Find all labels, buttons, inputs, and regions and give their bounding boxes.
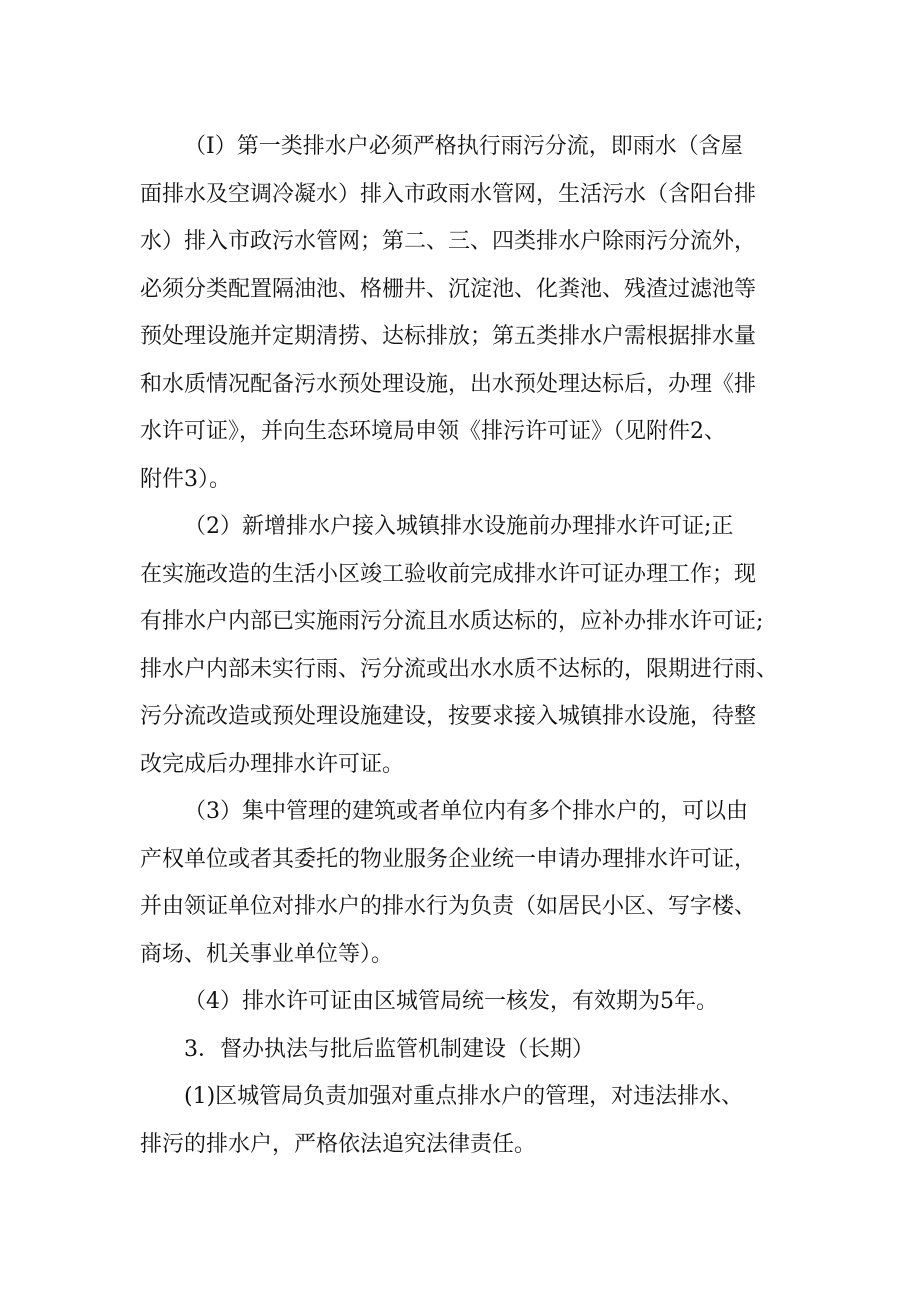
text-line: （I）第一类排水户必须严格执行雨污分流，即雨水（含屋 (184, 134, 743, 159)
paragraph-category-requirements (140, 123, 790, 503)
text-line: 产权单位或者其委托的物业服务企业统一申请办理排水许可证， (140, 846, 757, 872)
paragraph-key-households-management (140, 1073, 790, 1168)
text-line: 商场、机关事业单位等）。 (140, 941, 394, 967)
text-line: (1)区城管局负责加强对重点排水户的管理，对违法排水、 (184, 1084, 744, 1109)
paragraph-permit-validity (140, 978, 790, 1026)
paragraph-new-households-permit (140, 503, 790, 788)
text-line: 在实施改造的生活小区竣工验收前完成排水许可证办理工作；现 (140, 561, 757, 587)
section-heading-enforcement (140, 1026, 790, 1074)
text-line: 改完成后办理排水许可证。 (140, 751, 405, 777)
text-line: 排水户内部未实行雨、污分流或出水水质不达标的，限期进行雨、 (140, 656, 779, 682)
text-line: 排污的排水户，严格依法追究法律责任。 (140, 1131, 537, 1157)
text-line: 有排水户内部已实施雨污分流且水质达标的，应补办排水许可证; (140, 609, 764, 634)
document-body (140, 123, 790, 1168)
text-line: 必须分类配置隔油池、格栅井、沉淀池、化粪池、残渣过滤池等 (140, 276, 757, 302)
text-line: 预处理设施并定期清捞、达标排放；第五类排水户需根据排水量 (140, 324, 757, 349)
text-line: （4）排水许可证由区城管局统一核发，有效期为5年。 (184, 989, 718, 1014)
text-line: 水许可证》，并向生态环境局申领《排污许可证》（见附件2、 (140, 419, 726, 444)
text-line: （3）集中管理的建筑或者单位内有多个排水户的，可以由 (184, 799, 748, 824)
text-line: 水）排入市政污水管网；第二、三、四类排水户除雨污分流外， (140, 229, 757, 254)
paragraph-centralized-management (140, 788, 790, 978)
text-line: 污分流改造或预处理设施建设，按要求接入城镇排水设施，待整 (140, 704, 757, 729)
text-line: 面排水及空调冷凝水）排入市政雨水管网，生活污水（含阳台排 (140, 181, 757, 207)
text-line: （2）新增排水户接入城镇排水设施前办理排水许可证;正 (184, 514, 734, 539)
text-line: 附件3）。 (140, 466, 231, 492)
text-line: 和水质情况配备污水预处理设施，出水预处理达标后，办理《排 (140, 371, 757, 397)
text-line: 并由领证单位对排水户的排水行为负责（如居民小区、写字楼、 (140, 894, 757, 919)
section-heading: 3．督办执法与批后监管机制建设（长期） (184, 1036, 594, 1062)
